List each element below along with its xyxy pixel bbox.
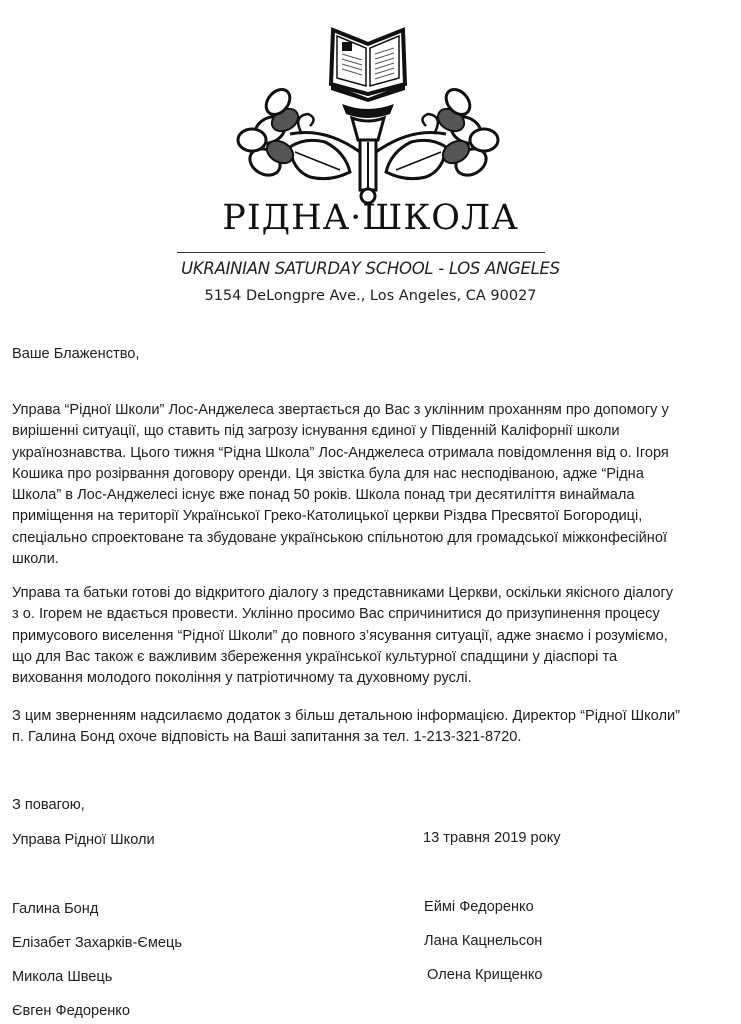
paragraph-line: Школа” в Лос-Анджелесі існує вже понад 50 років. Школа понад три десятиліття винаймала xyxy=(12,487,635,503)
signatory-left: Євген Федоренко xyxy=(12,1003,130,1019)
paragraph-line: українознавства. Цього тижня “Рідна Школа” Лос-Анджелеса отримала повідомлення від о. Ігоря xyxy=(12,444,669,461)
signatory-left: Галина Бонд xyxy=(12,901,99,917)
paragraph-line: спеціально спроектоване та збудоване українською спільнотою для громадської міжконфесійної xyxy=(12,529,668,546)
paragraph-1 xyxy=(12,400,732,570)
paragraph-line: п. Галина Бонд охоче відповість на Ваші запитання за тел. 1-213-321-8720. xyxy=(12,729,522,746)
signatory-right: Еймі Федоренко xyxy=(424,899,534,915)
signatory-left: Елізабет Захарків-Ємець xyxy=(12,935,183,951)
oak-branch-left-icon xyxy=(238,85,360,181)
salutation: Ваше Блаженство, xyxy=(12,346,140,362)
paragraph-line: З цим зверненням надсилаємо додаток з більш детальною інформацією. Директор “Рідної Школи” xyxy=(12,708,680,724)
school-name-logo-text: РІДНА·ШКОЛА xyxy=(222,198,519,238)
school-emblem-logo xyxy=(230,22,510,207)
letterhead-divider xyxy=(177,252,545,253)
letterhead-subtitle: UKRAINIAN SATURDAY SCHOOL - LOS ANGELES xyxy=(181,259,560,278)
signatory-right: Олена Крищенко xyxy=(427,967,543,983)
paragraph-line: Кошика про розірвання договору оренди. Ця звістка була для нас несподіваною, адже “Рідна xyxy=(12,465,644,482)
paragraph-line: примусового виселення “Рідної Школи” до повного з’ясування ситуації, адже знаємо і розуміємо, xyxy=(12,627,668,644)
paragraph-line: вирішенні ситуації, що ставить під загрозу існування єдиної у Південній Каліфорнії школи xyxy=(12,423,620,440)
signatory-left: Микола Швець xyxy=(12,969,113,985)
paragraph-line: Управа та батьки готові до відкритого діалогу з представниками Церкви, оскільки якісного діалогу xyxy=(12,585,674,601)
paragraph-3 xyxy=(12,706,732,749)
paragraph-line: з о. Ігорем не вдається провести. Уклінно просимо Вас спричинитися до призупинення процесу xyxy=(12,606,660,623)
letter-date: 13 травня 2019 року xyxy=(423,830,561,846)
book-icon xyxy=(331,30,405,102)
paragraph-line: школи. xyxy=(12,550,59,567)
torch-icon xyxy=(342,104,394,203)
signatory-right: Лана Кацнельсон xyxy=(424,933,543,949)
paragraph-2 xyxy=(12,583,732,689)
paragraph-line: що для Вас також є важливим збереження української культурної спадщини у діаспорі та xyxy=(12,648,618,665)
paragraph-line: виховання молодого покоління у патріотичному та духовному руслі. xyxy=(12,670,472,686)
sender-name: Управа Рідної Школи xyxy=(12,832,155,848)
paragraph-line: Управа “Рідної Школи” Лос-Анджелеса звертається до Вас з уклінним проханням про допомогу у xyxy=(12,402,669,418)
oak-branch-right-icon xyxy=(376,85,498,181)
closing: З повагою, xyxy=(12,797,85,813)
letterhead-address: 5154 DeLongpre Ave., Los Angeles, CA 90027 xyxy=(204,288,537,304)
paragraph-line: приміщення на території Української Греко-Католицької церкви Різдва Пресвятої Богородиці, xyxy=(12,508,643,525)
